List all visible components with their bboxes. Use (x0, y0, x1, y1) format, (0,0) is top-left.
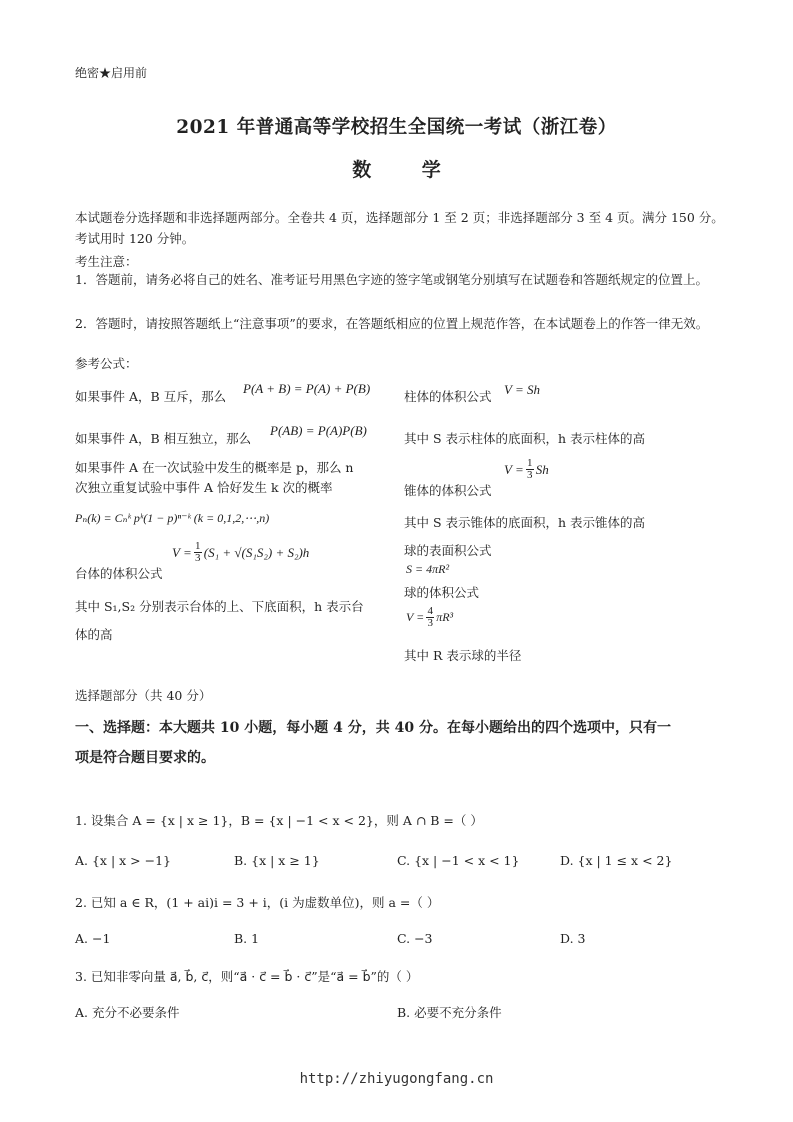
notes-heading: 考生注意： (75, 254, 138, 269)
cone-fraction (526, 458, 534, 481)
question-1-option-b: B. {x | x ≥ 1} (234, 853, 320, 868)
note-1: 1．答题前，请务必将自己的姓名、准考证号用黑色字迹的签字笔或钢笔分别填写在试题卷和答题纸规定的位置上。 (75, 272, 708, 287)
formula-frustum-math (172, 541, 309, 564)
cone-volume-text: 锥体的体积公式 (404, 483, 492, 498)
intro-paragraph: 本试题卷分选择题和非选择题两部分。全卷共 4 页，选择题部分 1 至 2 页；非选择题部分 3 至 4 页。满分 150 分。考试用时 120 分钟。 (75, 210, 724, 246)
frustum-fraction (194, 541, 202, 564)
question-3-stem: 3. 已知非零向量 a⃗, b⃗, c⃗，则“a⃗ · c⃗ = b⃗ · c⃗”是“a⃗ = b⃗”的（ ） (75, 969, 419, 984)
sphere-math-prefix: V = (406, 610, 425, 624)
sphere-frac-den: 3 (427, 617, 433, 629)
question-1-option-a: A. {x | x > −1} (75, 853, 171, 868)
question-2-option-a: A. −1 (75, 931, 111, 946)
sphere-math-rest: πR³ (436, 610, 454, 624)
question-2-option-b: B. 1 (234, 931, 260, 946)
part-title: 选择题部分（共 40 分） (75, 688, 212, 703)
cone-volume-math (504, 458, 549, 481)
question-3-option-b: B. 必要不充分条件 (397, 1005, 502, 1020)
cone-frac-den: 3 (526, 469, 533, 481)
frustum-math-prefix: V = (172, 544, 192, 560)
frustum-frac-den: 3 (194, 552, 201, 564)
formula-heading: 参考公式： (75, 356, 138, 371)
formula-frustum-text: 台体的体积公式 (75, 566, 163, 581)
cone-note: 其中 S 表示锥体的底面积，h 表示锥体的高 (404, 515, 646, 530)
formula-exclusive-math: P(A + B) = P(A) + P(B) (243, 381, 371, 396)
section-heading-line1: 一、选择题：本大题共 10 小题，每小题 4 分，共 40 分。在每小题给出的四个选项中，只有一 (75, 720, 671, 736)
sphere-volume-text: 球的体积公式 (404, 585, 480, 600)
cone-math-prefix: V = (504, 461, 524, 477)
formula-exclusive-text: 如果事件 A，B 互斥，那么 (75, 389, 227, 404)
formula-binomial-math: Pₙ(k) = Cₙᵏ pᵏ(1 − p)ⁿ⁻ᵏ (k = 0,1,2,⋯,n) (75, 511, 270, 525)
cone-frac-num: 1 (526, 457, 533, 469)
subject-title: 数 学 (352, 159, 463, 181)
question-3-option-a: A. 充分不必要条件 (75, 1005, 180, 1020)
sphere-fraction (426, 606, 434, 629)
secret-mark: 绝密★启用前 (75, 66, 148, 80)
formula-independent-text: 如果事件 A，B 相互独立，那么 (75, 431, 252, 446)
formula-binomial-line2: 次独立重复试验中事件 A 恰好发生 k 次的概率 (75, 480, 333, 495)
formula-binomial-line1: 如果事件 A 在一次试验中发生的概率是 p，那么 n (75, 460, 354, 475)
section-heading-line2: 项是符合题目要求的。 (75, 750, 215, 766)
question-1-option-d: D. {x | 1 ≤ x < 2} (560, 853, 673, 868)
sphere-volume-math (406, 606, 453, 629)
prism-volume-text: 柱体的体积公式 (404, 389, 492, 404)
question-1-stem: 1. 设集合 A = {x | x ≥ 1}，B = {x | −1 < x < 2}，则 A ∩ B =（ ） (75, 813, 483, 828)
sphere-note: 其中 R 表示球的半径 (404, 648, 522, 663)
formula-independent-math: P(AB) = P(A)P(B) (270, 423, 367, 438)
note-2: 2．答题时，请按照答题纸上“注意事项”的要求，在答题纸相应的位置上规范作答，在本试题卷上的作答一律无效。 (75, 316, 709, 331)
cone-math-rest: Sh (535, 461, 549, 477)
frustum-note-line2: 体的高 (75, 627, 113, 642)
sphere-frac-num: 4 (427, 605, 433, 617)
question-2-option-c: C. −3 (397, 931, 433, 946)
sphere-area-text: 球的表面积公式 (404, 543, 492, 558)
question-2-option-d: D. 3 (560, 931, 586, 946)
footer-url: http://zhiyugongfang.cn (299, 1071, 494, 1087)
frustum-note-line1: 其中 S₁,S₂ 分别表示台体的上、下底面积，h 表示台 (75, 599, 364, 614)
exam-title: 2021 年普通高等学校招生全国统一考试（浙江卷） (176, 117, 617, 138)
frustum-math-rest: (S₁ + √(S₁S₂) + S₂)h (203, 544, 310, 560)
sphere-area-math: S = 4πR² (406, 562, 450, 576)
frustum-frac-num: 1 (194, 540, 201, 552)
prism-volume-math: V = Sh (504, 382, 540, 397)
question-2-stem: 2. 已知 a ∈ R，(1 + ai)i = 3 + i，(i 为虚数单位)，则 a =（ ） (75, 895, 440, 910)
question-1-option-c: C. {x | −1 < x < 1} (397, 853, 520, 868)
prism-note: 其中 S 表示柱体的底面积，h 表示柱体的高 (404, 431, 646, 446)
